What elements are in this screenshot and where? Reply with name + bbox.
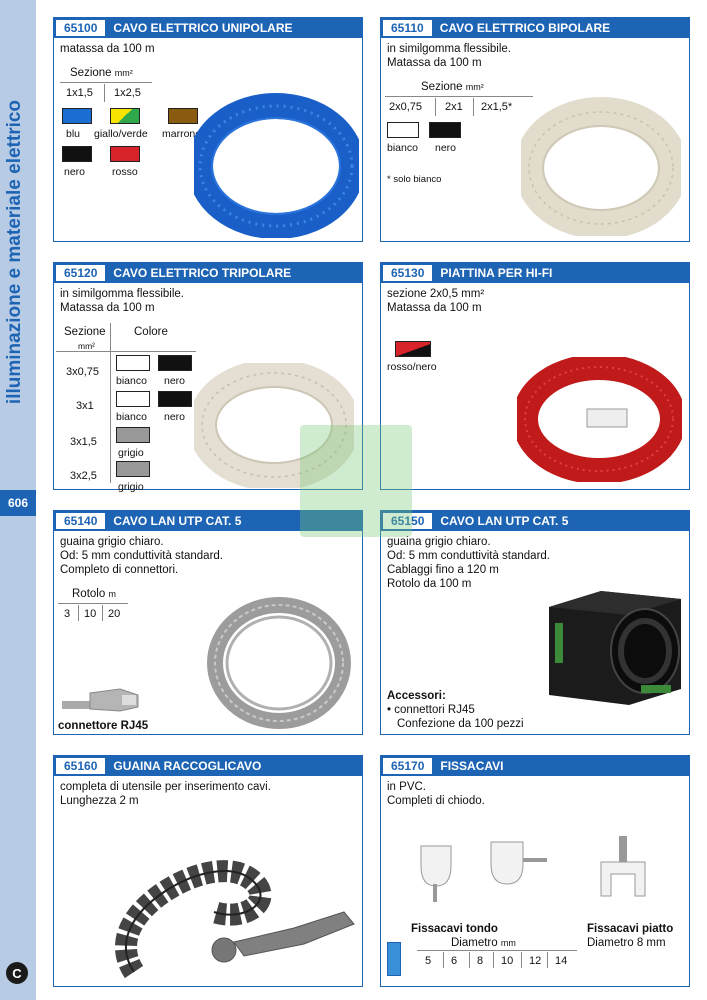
color-header: Colore xyxy=(134,326,168,338)
color-swatch-white xyxy=(116,391,150,407)
product-code: 65160 xyxy=(56,758,105,774)
product-desc: Od: 5 mm conduttività standard. xyxy=(387,550,550,562)
product-desc: in similgomma flessibile. xyxy=(387,43,511,55)
diameter-option: 8 xyxy=(477,955,484,967)
product-65170 xyxy=(380,755,690,987)
product-desc: guaina grigio chiaro. xyxy=(60,536,164,548)
product-desc: Lunghezza 2 m xyxy=(60,795,139,807)
roll-label: Rotolo m xyxy=(72,588,116,600)
product-desc: Completi di chiodo. xyxy=(387,795,485,807)
size-option: 3x1 xyxy=(76,400,94,412)
product-desc: Completo di connettori. xyxy=(60,564,179,576)
blue-cable-coil-image xyxy=(194,88,359,238)
flat-clip-diameter: Diametro 8 mm xyxy=(587,937,666,949)
product-65150 xyxy=(380,510,690,735)
color-label: grigio xyxy=(118,481,144,493)
color-swatch-yellow-green xyxy=(110,108,140,124)
panel-header xyxy=(54,756,362,776)
color-swatch-red xyxy=(110,146,140,162)
product-desc: completa di utensile per inserimento cavi. xyxy=(60,781,271,793)
product-desc: Od: 5 mm conduttività standard. xyxy=(60,550,223,562)
color-swatch-white xyxy=(116,355,150,371)
diameter-option: 10 xyxy=(501,955,514,967)
diameter-option: 12 xyxy=(529,955,542,967)
color-label: marrone xyxy=(162,128,202,140)
color-swatch-grey xyxy=(116,461,150,477)
size-option: 2x1,5* xyxy=(481,101,513,113)
color-swatch-white xyxy=(387,122,419,138)
white-cable-coil-image xyxy=(521,96,681,236)
size-option: 1x1,5 xyxy=(66,87,93,99)
color-label: bianco xyxy=(116,411,147,423)
product-code: 65150 xyxy=(383,513,432,529)
roll-option: 20 xyxy=(108,608,121,620)
color-swatch-black xyxy=(62,146,92,162)
panel-header xyxy=(381,18,689,38)
product-title: CAVO LAN UTP CAT. 5 xyxy=(440,514,569,528)
roll-option: 3 xyxy=(64,608,71,620)
clip-bag-image xyxy=(387,942,401,976)
size-option: 3x0,75 xyxy=(66,366,100,378)
color-label: nero xyxy=(64,166,86,178)
size-option: 3x2,5 xyxy=(70,470,97,482)
color-label: grigio xyxy=(118,447,144,459)
panel-header xyxy=(54,263,362,283)
spiral-wrap-image xyxy=(104,832,364,982)
diameter-option: 5 xyxy=(425,955,432,967)
product-65100 xyxy=(53,17,363,242)
product-title: CAVO ELETTRICO TRIPOLARE xyxy=(113,266,292,280)
product-desc: in similgomma flessibile. xyxy=(60,288,184,300)
product-title: GUAINA RACCOGLICAVO xyxy=(113,759,262,773)
roll-option: 10 xyxy=(84,608,97,620)
flat-cable-clip-image xyxy=(593,834,653,914)
product-code: 65100 xyxy=(56,20,105,36)
product-desc: Matassa da 100 m xyxy=(60,302,155,314)
size-option: 1x2,5 xyxy=(114,87,141,99)
color-label: nero xyxy=(164,411,186,423)
product-desc: Cablaggi fino a 120 m xyxy=(387,564,499,576)
product-code: 65130 xyxy=(383,265,432,281)
color-swatch-black xyxy=(158,355,192,371)
product-desc: Matassa da 100 m xyxy=(387,302,482,314)
product-desc: guaina grigio chiaro. xyxy=(387,536,491,548)
section-label: Sezione mm² xyxy=(70,67,133,79)
accessory-pack: Confezione da 100 pezzi xyxy=(397,718,524,730)
product-desc: sezione 2x0,5 mm² xyxy=(387,288,485,300)
section-label: Sezione mm² xyxy=(421,81,484,93)
flat-clip-label: Fissacavi piatto xyxy=(587,923,674,935)
product-title: FISSACAVI xyxy=(440,759,504,773)
diameter-label: Diametro mm xyxy=(451,937,516,949)
panel-header xyxy=(381,511,689,531)
section-unit: mm² xyxy=(78,341,95,351)
panel-header xyxy=(381,756,689,776)
color-label: rosso xyxy=(112,166,138,178)
product-title: PIATTINA PER HI-FI xyxy=(440,266,553,280)
red-cable-coil-image xyxy=(517,357,682,482)
product-desc: in PVC. xyxy=(387,781,426,793)
accessory-item: • connettori RJ45 xyxy=(387,704,475,716)
product-code: 65110 xyxy=(383,20,432,36)
lan-cable-coil-image xyxy=(204,591,354,731)
panel-header xyxy=(381,263,689,283)
category-mark: C xyxy=(6,962,28,984)
color-label: blu xyxy=(66,128,81,140)
color-label: giallo/verde xyxy=(94,128,148,140)
product-code: 65170 xyxy=(383,758,432,774)
color-swatch-black xyxy=(158,391,192,407)
section-title: illuminazione e materiale elettrico xyxy=(4,99,25,405)
product-desc: matassa da 100 m xyxy=(60,43,155,55)
size-option: 2x1 xyxy=(445,101,463,113)
color-label: rosso/nero xyxy=(387,361,437,373)
color-label: bianco xyxy=(387,142,418,154)
product-desc: Matassa da 100 m xyxy=(387,57,482,69)
product-desc: Rotolo da 100 m xyxy=(387,578,472,590)
watermark-logo xyxy=(300,425,412,537)
diameter-option: 6 xyxy=(451,955,458,967)
round-clip-label: Fissacavi tondo xyxy=(411,923,498,935)
color-label: nero xyxy=(164,375,186,387)
color-swatch-blue xyxy=(62,108,92,124)
cable-box-image xyxy=(541,585,686,710)
product-title: CAVO ELETTRICO BIPOLARE xyxy=(439,21,611,35)
product-code: 65140 xyxy=(56,513,105,529)
page-number: 606 xyxy=(0,490,36,516)
section-label: Sezione xyxy=(64,326,106,338)
color-label: nero xyxy=(435,142,457,154)
size-option: 3x1,5 xyxy=(70,436,97,448)
round-cable-clips-image xyxy=(411,836,551,906)
product-65160 xyxy=(53,755,363,987)
product-code: 65120 xyxy=(56,265,105,281)
size-option: 2x0,75 xyxy=(389,101,423,113)
diameter-option: 14 xyxy=(555,955,568,967)
product-title: CAVO ELETTRICO UNIPOLARE xyxy=(113,21,293,35)
panel-header xyxy=(54,18,362,38)
color-swatch-grey xyxy=(116,427,150,443)
product-title: CAVO LAN UTP CAT. 5 xyxy=(113,514,242,528)
footnote: * solo bianco xyxy=(387,174,442,185)
product-65110 xyxy=(380,17,690,242)
color-swatch-black xyxy=(429,122,461,138)
rj45-connector-image xyxy=(60,681,150,717)
accessories-title: Accessori: xyxy=(387,690,446,702)
product-65130 xyxy=(380,262,690,490)
color-swatch-red-black xyxy=(395,341,431,357)
color-label: bianco xyxy=(116,375,147,387)
connector-label: connettore RJ45 xyxy=(58,720,149,732)
product-65140 xyxy=(53,510,363,735)
